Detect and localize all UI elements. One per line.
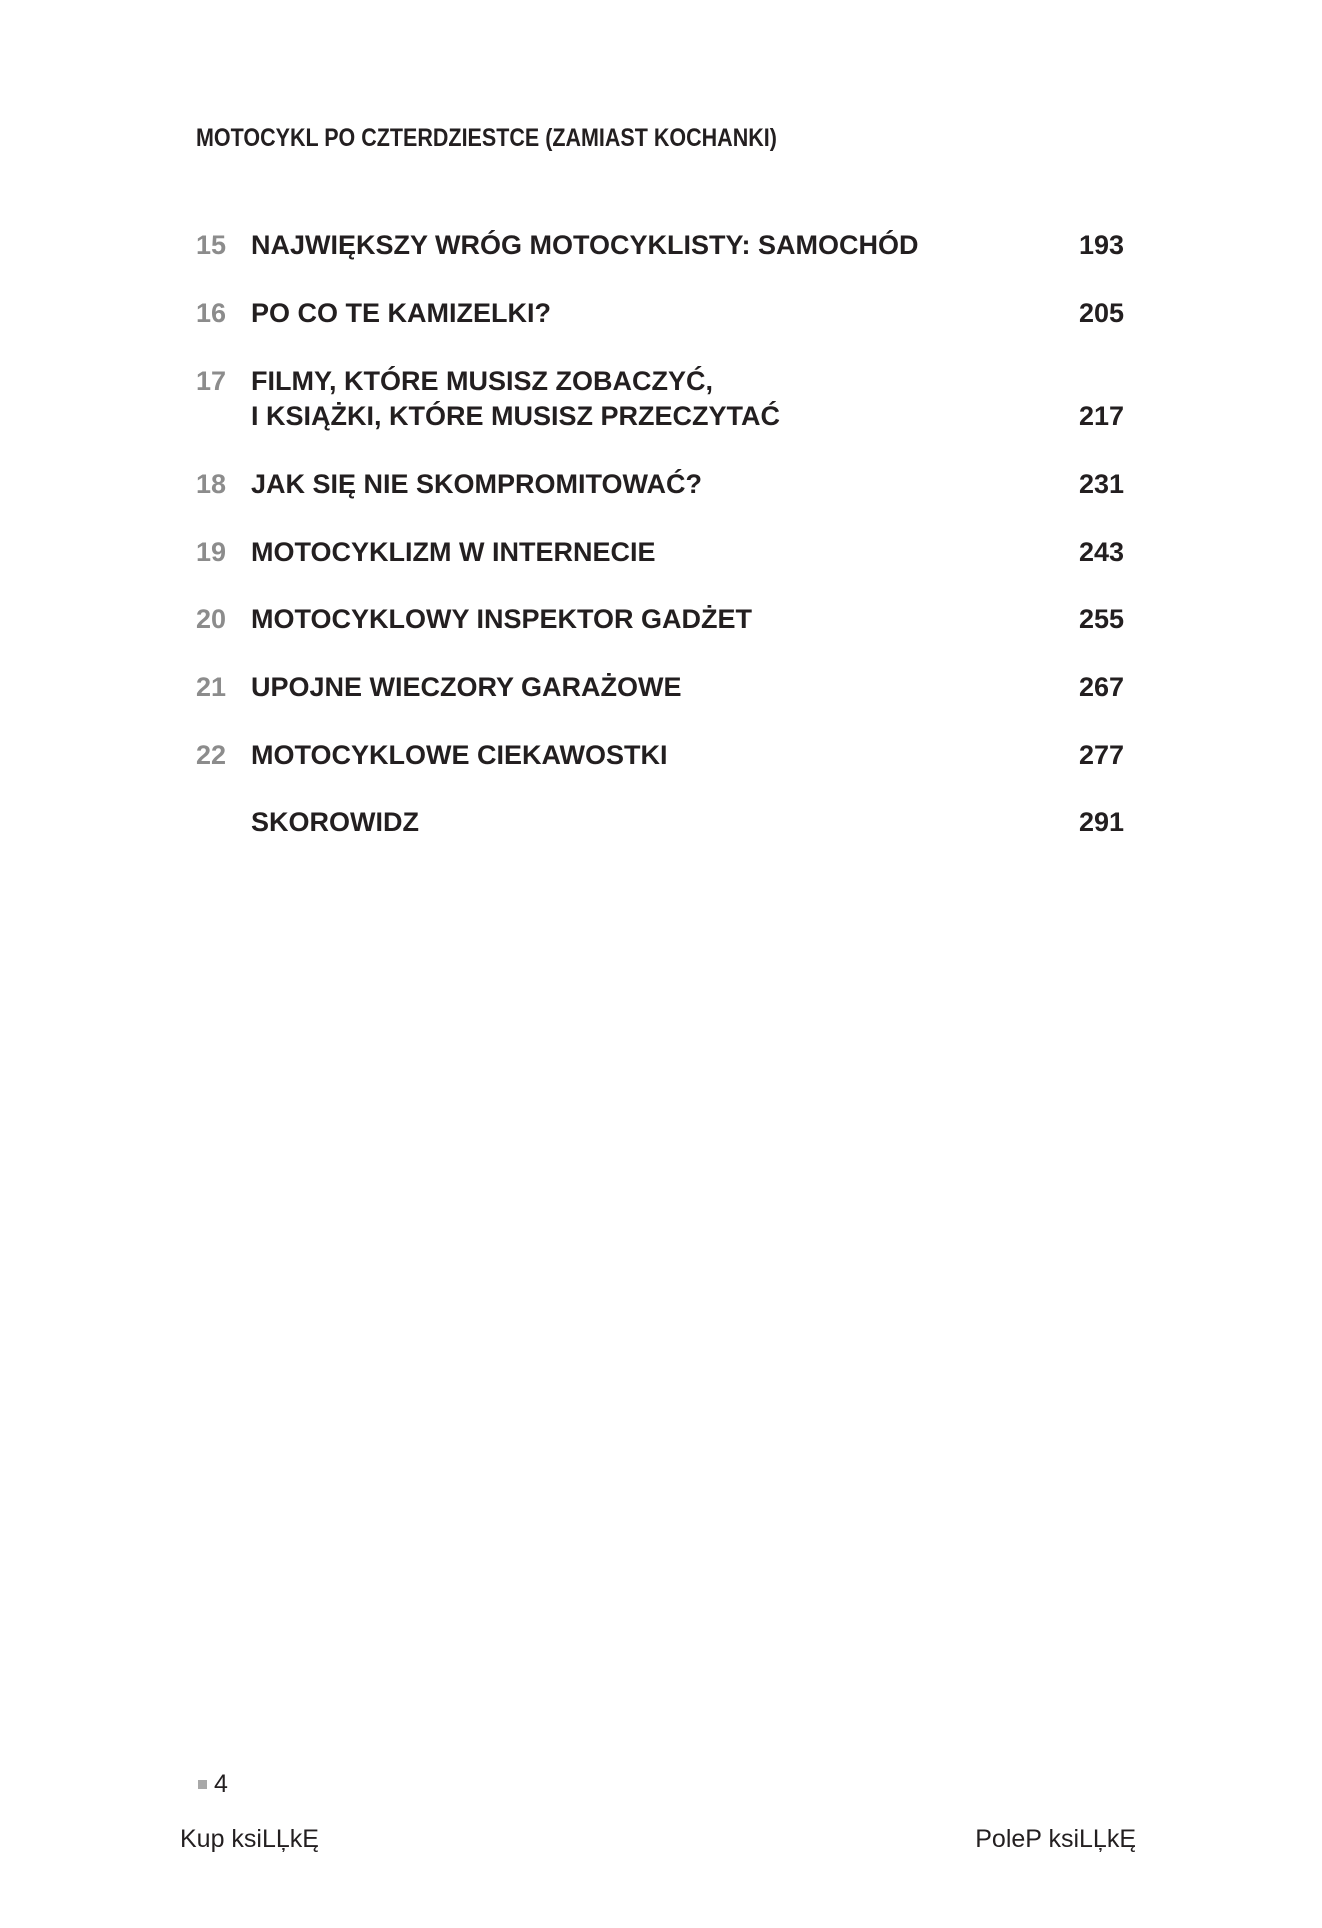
chapter-title-line: UPOJNE WIECZORY GARAŻOWE (251, 672, 682, 702)
chapter-title (251, 738, 668, 773)
chapter-title-line: MOTOCYKLOWE CIEKAWOSTKI (251, 740, 668, 770)
chapter-title-line: I KSIĄŻKI, KTÓRE MUSISZ PRZECZYTAĆ (251, 401, 781, 431)
chapter-page: 255 (1078, 604, 1124, 634)
chapter-page: 217 (1078, 401, 1124, 431)
chapter-number: 15 (196, 230, 227, 260)
chapter-title-line: MOTOCYKLOWY INSPEKTOR GADŻET (251, 604, 753, 634)
chapter-title (251, 467, 702, 502)
chapter-number: 20 (196, 604, 227, 634)
chapter-title (251, 364, 780, 434)
buy-book-link[interactable]: Kup ksiLĻkĘ (180, 1825, 319, 1853)
chapter-page: 291 (1078, 807, 1124, 837)
chapter-title (251, 228, 919, 263)
chapter-number: 18 (196, 469, 227, 499)
chapter-page: 243 (1078, 537, 1124, 567)
square-bullet-icon (198, 1780, 207, 1789)
chapter-title (251, 535, 656, 570)
chapter-number: 17 (196, 366, 227, 396)
page-number (198, 1770, 228, 1799)
running-header: MOTOCYKL PO CZTERDZIESTCE (ZAMIAST KOCHANKI) (196, 124, 777, 152)
chapter-title (251, 805, 419, 840)
chapter-title-line: FILMY, KTÓRE MUSISZ ZOBACZYĆ, (251, 366, 713, 396)
chapter-title (251, 670, 682, 705)
chapter-title-line: JAK SIĘ NIE SKOMPROMITOWAĆ? (251, 469, 703, 499)
chapter-page: 277 (1078, 740, 1124, 770)
chapter-title-line: MOTOCYKLIZM W INTERNECIE (251, 537, 656, 567)
chapter-page: 193 (1078, 230, 1124, 260)
recommend-book-link[interactable]: PoleP ksiLĻkĘ (975, 1825, 1136, 1853)
chapter-title (251, 602, 752, 637)
chapter-page: 267 (1078, 672, 1124, 702)
chapter-title-line: NAJWIĘKSZY WRÓG MOTOCYKLISTY: SAMOCHÓD (251, 230, 919, 260)
chapter-number: 19 (196, 537, 227, 567)
chapter-title-line: SKOROWIDZ (251, 807, 419, 837)
chapter-page: 231 (1078, 469, 1124, 499)
chapter-number: 22 (196, 740, 227, 770)
page-number-text: 4 (214, 1770, 228, 1798)
chapter-number: 21 (196, 672, 227, 702)
chapter-title-line: PO CO TE KAMIZELKI? (251, 298, 551, 328)
chapter-number: 16 (196, 298, 227, 328)
chapter-page: 205 (1078, 298, 1124, 328)
chapter-title (251, 296, 551, 331)
